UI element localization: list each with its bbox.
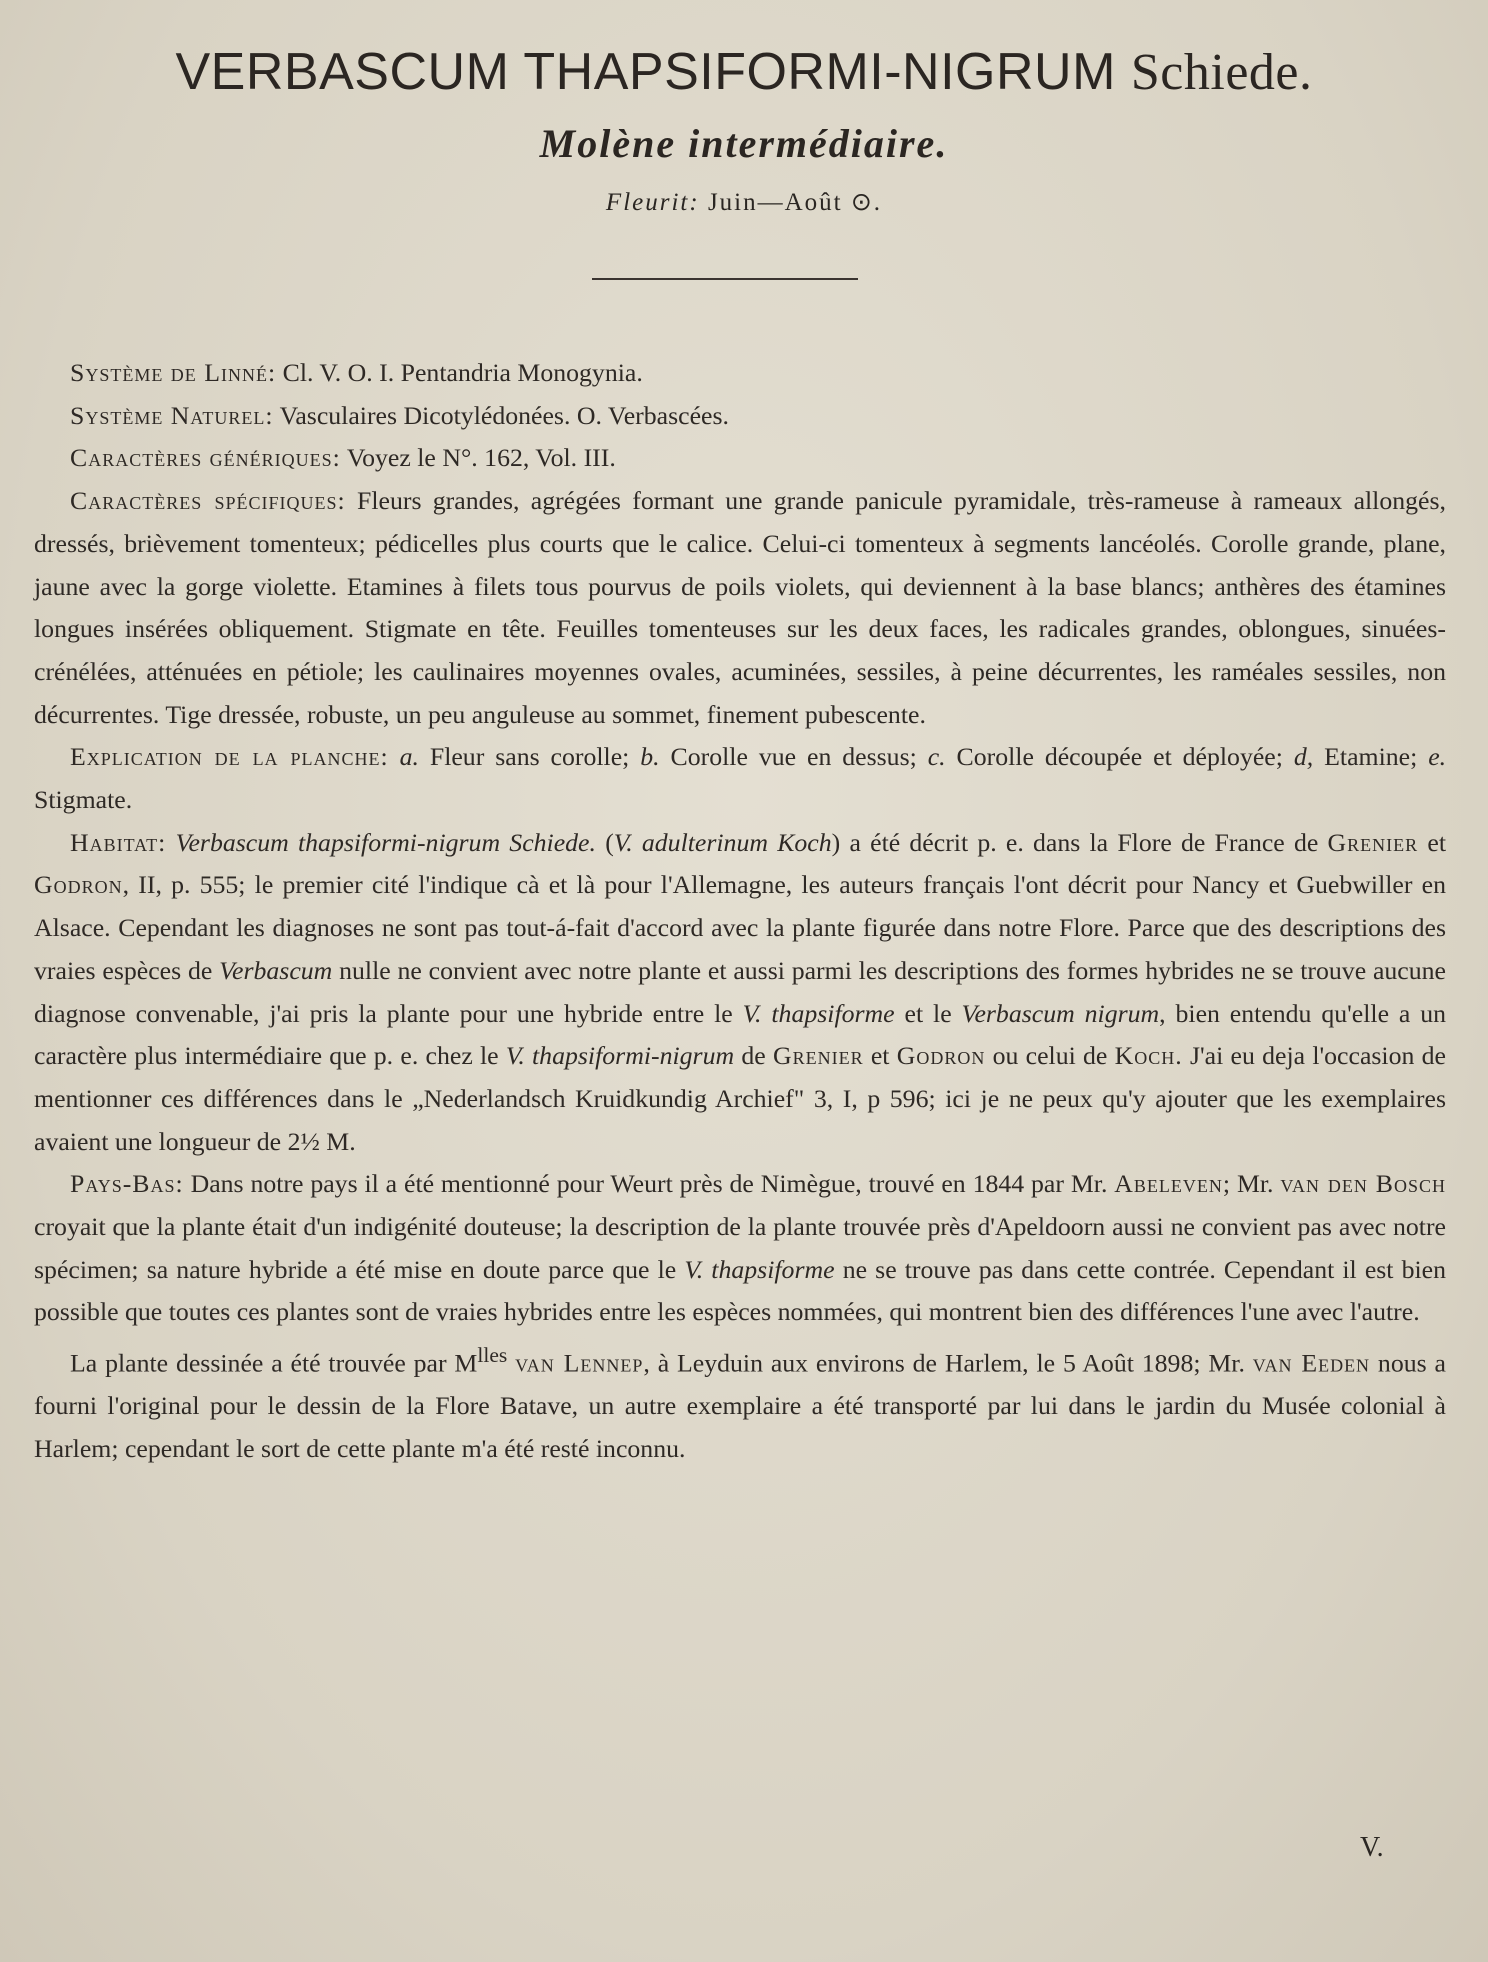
habitat-label: Habitat: — [70, 827, 167, 857]
linne-system-paragraph — [34, 352, 1446, 395]
collection-paragraph — [34, 1334, 1446, 1471]
species-nigrum: Verbascum nigrum — [961, 998, 1160, 1028]
figure-c-text: Corolle découpée et déployée; — [956, 742, 1283, 772]
habitat-text-6: et le — [904, 998, 952, 1028]
natural-system-paragraph — [34, 395, 1446, 438]
explanation-label: Explication de la planche: — [70, 742, 389, 772]
plate-explanation-paragraph — [34, 736, 1446, 821]
person-van-den-bosch: van den Bosch — [1280, 1169, 1447, 1199]
specific-text: Fleurs grandes, agrégées formant une grande panicule pyramidale, très-rameuse à rameaux allongés, dressés, brièvement tomenteux; pédicelles plus courts que le calice. Celui-ci tomenteux à segments lancéolés. Corolle grande, plane, jaune avec la gorge violette. Etamines à filets tous pourvus de poils violets, qui deviennent à la base blancs; anthères des étamines longues insérées obliquement. Stigmate en tête. Feuilles tomenteuses sur les deux faces, les radicales grandes, oblongues, sinuées-crénélées, atténuées en pétiole; les caulinaires moyennes ovales, acuminées, sessiles, à peine décurrentes, les raméales sessiles, non décurrentes. Tige dressée, robuste, un peu anguleuse au sommet, finement pubescente. — [34, 486, 1446, 729]
habitat-text-4: , II, p. 555; le premier cité l'indique cà et là pour l'Allemagne, les auteurs français l'ont décrit pour Nancy et Guebwiller en Alsace. Cependant les diagnoses ne sont pas tout-á-fait d'accord avec la plante figurée dans notre Flore. Parce que des descriptions des vraies espèces de — [34, 870, 1446, 985]
title-species: VERBASCUM THAPSIFORMI-NIGRUM — [175, 43, 1116, 101]
person-van-lennep: van Lennep — [515, 1348, 644, 1378]
person-van-eeden: van Eeden — [1252, 1348, 1371, 1378]
genus-verbascum: Verbascum — [219, 955, 333, 985]
netherlands-text-2: ; Mr. — [1222, 1169, 1274, 1199]
generic-text: Voyez le N°. 162, Vol. III. — [346, 443, 616, 473]
title-author: Schiede. — [1130, 44, 1313, 101]
habitat-paragraph — [34, 822, 1446, 1164]
habitat-text-5: nulle ne convient avec notre plante et aussi parmi les descriptions des formes hybrides ne se trouve aucune diagnose convenable, j'ai pris la plante pour une hybride entre le — [34, 955, 1446, 1028]
species-thapsiforme-2: V. thapsiforme — [684, 1254, 835, 1284]
author-signature: V. — [1360, 1832, 1384, 1863]
specific-label: Caractères spécifiques: — [70, 486, 346, 516]
figure-letter-d: d, — [1293, 742, 1314, 772]
habitat-synonym: V. adulterinum Koch — [613, 827, 832, 857]
flowering-line — [0, 187, 1488, 217]
figure-d-text: Etamine; — [1324, 742, 1418, 772]
author-godron-2: Godron — [896, 1041, 986, 1071]
collection-title-lles: lles — [477, 1343, 508, 1368]
habitat-text-7: , bien entendu qu'elle a un caractère plus intermédiaire que p. e. chez le — [34, 998, 1447, 1071]
flowering-period: Juin—Août ⊙. — [707, 189, 883, 216]
figure-a-text: Fleur sans corolle; — [429, 742, 630, 772]
figure-b-text: Corolle vue en dessus; — [670, 742, 917, 772]
habitat-text-3: et — [1427, 827, 1446, 857]
habitat-text-11: J'ai eu deja l'occasion de mentionner ces différences dans le „Nederlandsch Kruidkundig Archief" 3, I, p 596; ici je ne peux qu'y ajouter que les exemplaires avaient une longueur de 2½ M. — [34, 1041, 1446, 1156]
page-title — [0, 42, 1488, 102]
collection-text-3: nous a fourni l'original pour le dessin de la Flore Batave, un autre exemplaire a été transporté par lui dans le jardin du Musée colonial à Harlem; cependant le sort de cette plante m'a été resté inconnu. — [34, 1348, 1446, 1464]
species-thapsiforme: V. thapsiforme — [742, 998, 895, 1028]
habitat-text-10: ou celui de — [992, 1041, 1108, 1071]
figure-letter-c: c. — [927, 742, 946, 772]
habitat-species: Verbascum thapsiformi-nigrum Schiede. — [175, 827, 596, 857]
linne-text: Cl. V. O. I. Pentandria Monogynia. — [282, 358, 643, 387]
figure-letter-a: a. — [399, 742, 419, 772]
collection-text-2: , à Leyduin aux environs de Harlem, le 5 Août 1898; Mr. — [643, 1348, 1245, 1378]
netherlands-text-4: ne se trouve pas dans cette contrée. Cependant il est bien possible que toutes ces plantes sont de vraies hybrides entre les espèces nommées, qui montrent bien des différences l'une avec l'autre. — [34, 1254, 1446, 1327]
collection-text-1: La plante dessinée a été trouvée par M — [70, 1348, 478, 1378]
netherlands-text-3: croyait que la plante était d'un indigénité douteuse; la description de la plante trouvée près d'Apeldoorn aussi ne convient pas avec notre spécimen; sa nature hybride a été mise en doute parce que le — [34, 1212, 1446, 1284]
generic-label: Caractères génériques: — [70, 443, 341, 473]
specific-characters-paragraph — [34, 480, 1446, 736]
author-koch: Koch. — [1114, 1041, 1183, 1071]
generic-characters-paragraph — [34, 437, 1446, 480]
netherlands-paragraph — [34, 1163, 1446, 1334]
title-divider — [592, 278, 858, 280]
netherlands-text-1: Dans notre pays il a été mentionné pour Weurt près de Nimègue, trouvé en 1844 par Mr. — [190, 1169, 1108, 1199]
natural-text: Vasculaires Dicotylédonées. O. Verbascées. — [279, 400, 729, 430]
author-grenier: Grenier — [1327, 827, 1419, 857]
habitat-text-1: ( — [605, 827, 614, 857]
author-godron: Godron — [34, 870, 123, 900]
figure-letter-b: b. — [640, 742, 660, 772]
netherlands-label: Pays-Bas: — [70, 1169, 184, 1199]
figure-letter-e: e. — [1428, 742, 1447, 772]
flowering-label: Fleurit: — [605, 189, 700, 216]
habitat-text-8: de — [741, 1041, 766, 1071]
figure-e-text: Stigmate. — [34, 785, 133, 815]
natural-label: Système Naturel: — [70, 400, 274, 430]
habitat-text-9: et — [870, 1041, 890, 1071]
common-name: Molène intermédiaire. — [539, 121, 949, 166]
habitat-text-2: ) a été décrit p. e. dans la Flore de France de — [831, 827, 1319, 857]
author-grenier-2: Grenier — [772, 1041, 864, 1071]
description-body — [34, 352, 1446, 1471]
species-thapsiformi-nigrum: V. thapsiformi-nigrum — [505, 1041, 735, 1071]
person-abeleven: Abeleven — [1114, 1169, 1223, 1199]
linne-label: Système de Linné: — [70, 358, 277, 387]
